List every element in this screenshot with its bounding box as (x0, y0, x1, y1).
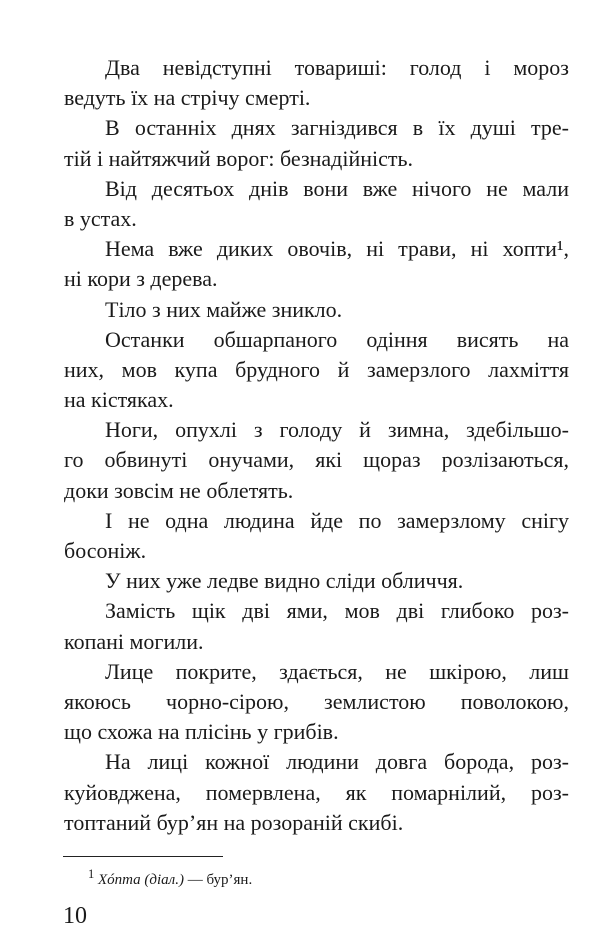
text-line: І не одна людина йде по замерзлому снігу (105, 507, 569, 533)
text-line: на кістяках. (64, 387, 174, 413)
text-line: На лиці кожної людини довга борода, роз- (105, 749, 569, 775)
paragraph (64, 506, 569, 566)
text-line: тій і найтяжчий ворог: безнадійність. (64, 145, 414, 171)
text-line: ведуть їх на стрічу смерті. (64, 85, 311, 111)
footnote-definition: — бур’ян. (183, 872, 253, 888)
text-line: копані могили. (64, 628, 204, 654)
text-line: що схожа на плісінь у грибів. (64, 719, 339, 745)
paragraph (64, 657, 569, 748)
text-line: них, мов купа брудного й замерзлого лахміття (64, 356, 569, 382)
text-line: ні кори з дерева. (64, 266, 218, 292)
paragraph (64, 53, 569, 113)
text-line: доки зовсім не облетять. (64, 477, 294, 503)
body-text (64, 53, 569, 838)
paragraph (64, 325, 569, 416)
paragraph (64, 566, 569, 596)
text-line: Від десятьох днів вони вже нічого не мали (105, 175, 569, 201)
text-line: Лице покрите, здається, не шкірою, лиш (105, 658, 569, 684)
text-line: Два невідступні товариші: голод і мороз (105, 55, 569, 80)
text-line: босоніж. (64, 538, 147, 563)
text-line: Останки обшарпаного одіння висять на (105, 326, 569, 352)
paragraph (64, 596, 569, 656)
text-line: Замість щік дві ями, мов дві глибоко роз- (105, 598, 569, 624)
footnote-term: Хóпта (діал.) (98, 872, 184, 888)
text-line: В останніх днях загніздився в їх душі тре- (105, 115, 569, 141)
text-line: куйовджена, помервлена, як помарнілий, роз- (64, 779, 569, 805)
footnote-divider (63, 856, 223, 857)
paragraph (64, 234, 569, 294)
text-line: Ноги, опухлі з голоду й зимна, здебільшо- (105, 417, 569, 443)
text-line: го обвинуті онучами, які щораз розлізаються, (64, 447, 569, 473)
text-line: Нема вже диких овочів, ні трави, ні хопти¹, (105, 236, 569, 262)
footnote (88, 864, 252, 890)
text-line: якоюсь чорно-сірою, землистою поволокою, (64, 688, 569, 714)
text-line: У них уже ледве видно сліди обличчя. (105, 568, 464, 594)
footnote-marker: 1 (88, 867, 95, 881)
paragraph (64, 295, 569, 325)
paragraph (64, 415, 569, 506)
paragraph (64, 747, 569, 838)
text-line: в устах. (64, 205, 137, 231)
text-line: топтаний бур’ян на розораній скибі. (64, 809, 404, 835)
text-line: Тіло з них майже зникло. (105, 296, 343, 322)
paragraph (64, 113, 569, 173)
page-number: 10 (63, 903, 87, 929)
paragraph (64, 174, 569, 234)
